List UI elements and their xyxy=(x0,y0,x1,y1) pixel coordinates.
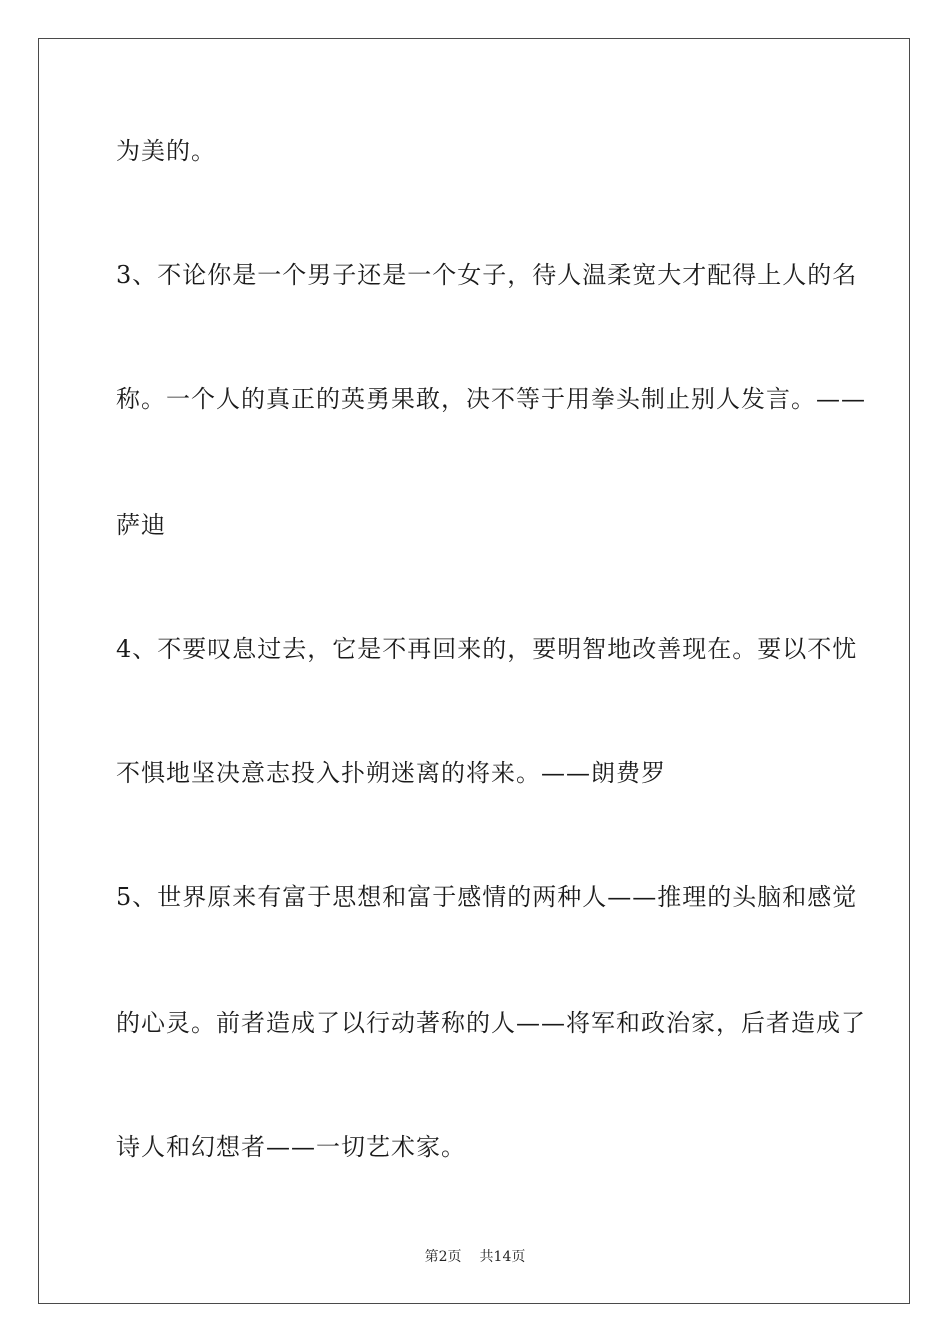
text-line: 不惧地坚决意志投入扑朔迷离的将来。——朗费罗 xyxy=(116,759,666,787)
page-number-current: 第2页 xyxy=(424,1249,462,1265)
text-line: 的心灵。前者造成了以行动著称的人——将军和政治家，后者造成了 xyxy=(116,1009,866,1037)
text-line: 称。一个人的真正的英勇果敢，决不等于用拳头制止别人发言。—— xyxy=(116,385,866,413)
text-line: 3、不论你是一个男子还是一个女子，待人温柔宽大才配得上人的名 xyxy=(116,261,858,289)
page-number-total: 共14页 xyxy=(479,1249,526,1265)
text-line: 5、世界原来有富于思想和富于感情的两种人——推理的头脑和感觉 xyxy=(116,883,858,911)
text-line: 诗人和幻想者——一切艺术家。 xyxy=(116,1133,466,1161)
text-line: 4、不要叹息过去，它是不再回来的，要明智地改善现在。要以不忧 xyxy=(116,635,858,663)
page-footer xyxy=(0,1248,950,1266)
text-line: 为美的。 xyxy=(116,137,216,165)
page-border xyxy=(38,38,910,1304)
text-line: 萨迪 xyxy=(116,511,166,539)
